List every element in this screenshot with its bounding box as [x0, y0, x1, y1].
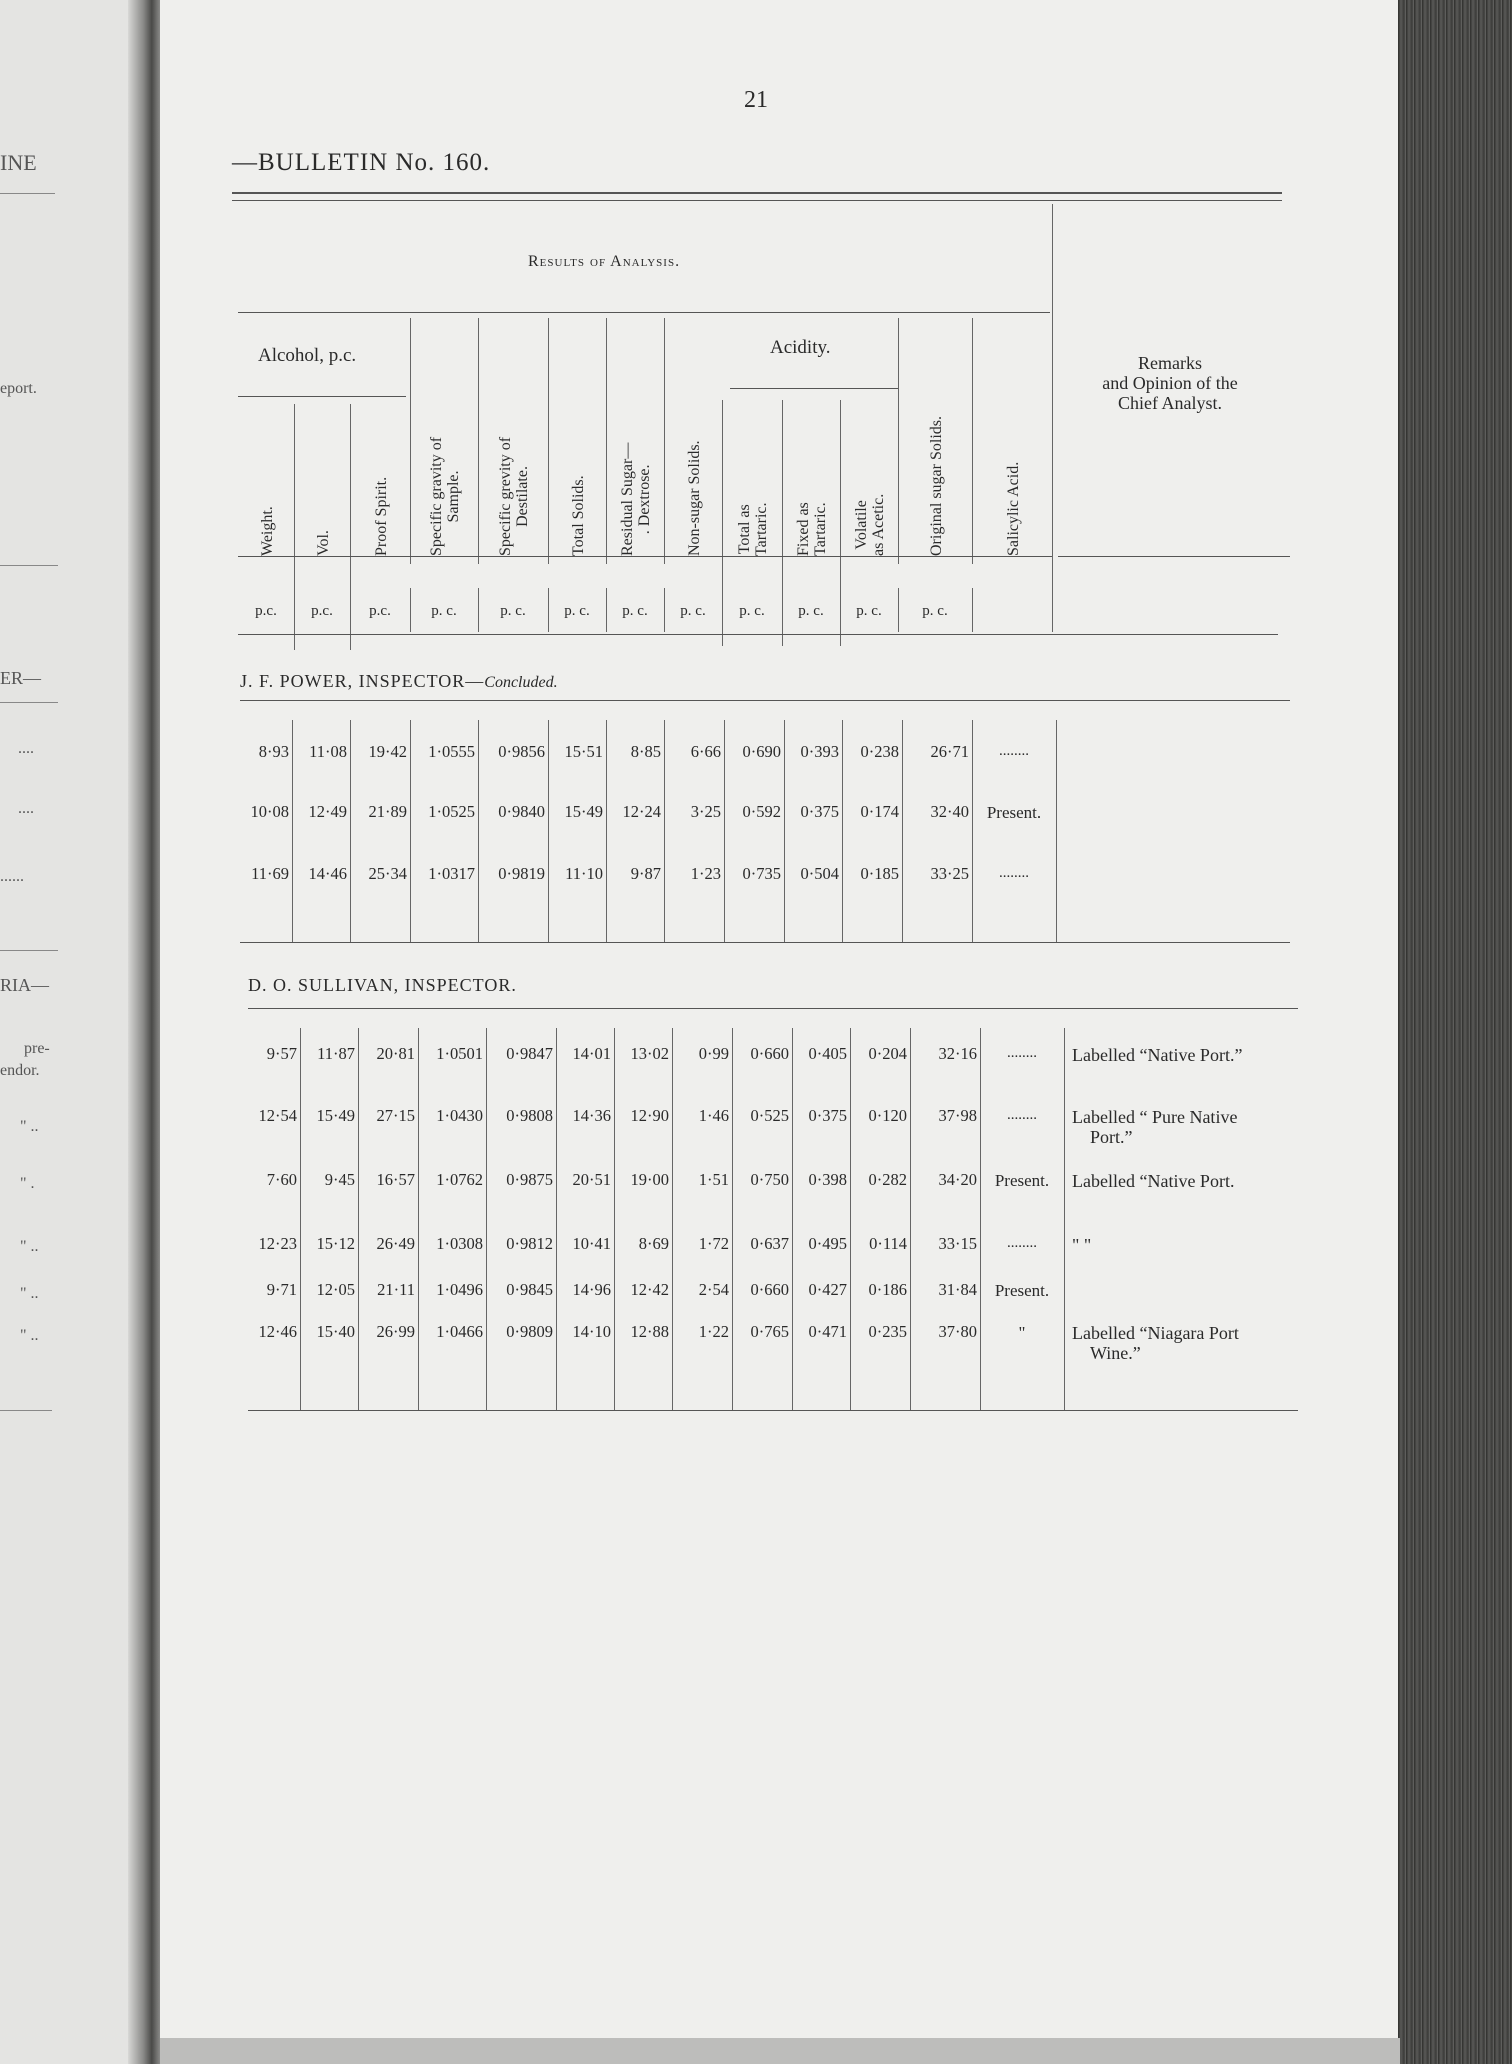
remarks-cell: Port.”	[1090, 1127, 1133, 1147]
data-cell: 26·49	[376, 1234, 415, 1253]
column-header-fixed-tartaric: Fixed as Tartaric.	[795, 502, 829, 556]
results-title: Results of Analysis.	[528, 253, 681, 270]
data-cell: 15·49	[564, 802, 603, 821]
data-cell: 12·23	[258, 1234, 297, 1253]
left-page-fragment: ....	[18, 740, 34, 757]
unit-label: p. c.	[622, 603, 648, 619]
data-cell: 19·00	[630, 1170, 669, 1189]
left-page-rule	[0, 950, 58, 951]
data-cell: 21·11	[377, 1280, 415, 1299]
data-cell: 0·99	[698, 1044, 729, 1063]
header-column-rule	[972, 318, 973, 564]
data-cell: 12·24	[622, 802, 661, 821]
data-cell: 0·375	[800, 802, 839, 821]
remarks-column-rule	[1064, 1028, 1065, 1410]
data-cell: 12·05	[316, 1280, 355, 1299]
data-cell: 20·81	[376, 1044, 415, 1063]
data-cell: 0·660	[750, 1280, 789, 1299]
remarks-header-line: Remarks	[1138, 353, 1202, 373]
data-cell: 15·40	[316, 1322, 355, 1341]
data-cell: 33·15	[938, 1234, 977, 1253]
data-cell: 1·51	[698, 1170, 729, 1189]
data-cell: 0·9840	[498, 802, 545, 821]
units-bottom-rule	[238, 634, 1278, 635]
column-header-proof: Proof Spirit.	[372, 476, 390, 556]
remarks-header-line: Chief Analyst.	[1118, 393, 1222, 413]
data-column-rule	[358, 1028, 359, 1410]
data-cell: 0·9845	[506, 1280, 553, 1299]
data-cell: 0·9875	[506, 1170, 553, 1189]
data-column-rule	[672, 1028, 673, 1410]
data-cell: 0·282	[868, 1170, 907, 1189]
salicylic-cell: ........	[999, 865, 1029, 881]
left-page-rule	[0, 193, 55, 194]
data-cell: 2·54	[698, 1280, 729, 1299]
data-column-rule	[556, 1028, 557, 1410]
unit-label: p. c.	[680, 603, 706, 619]
data-cell: 0·393	[800, 742, 839, 761]
data-column-rule	[850, 1028, 851, 1410]
data-cell: 15·51	[564, 742, 603, 761]
data-cell: 0·9812	[506, 1234, 553, 1253]
column-header-sg-sample: Specific gravity of Sample.	[428, 436, 462, 556]
data-cell: 0·660	[750, 1044, 789, 1063]
data-column-rule	[980, 1028, 981, 1410]
alcohol-group-header: Alcohol, p.c.	[258, 345, 357, 366]
units-column-rule	[410, 588, 411, 632]
section-title: D. O. SULLIVAN, INSPECTOR.	[248, 975, 517, 995]
column-header-volatile-acetic: Volatile as Acetic.	[853, 493, 887, 556]
data-cell: 1·0555	[428, 742, 475, 761]
data-cell: 34·20	[938, 1170, 977, 1189]
column-header-total-tartaric: Total as Tartaric.	[736, 502, 770, 556]
data-column-rule	[486, 1028, 487, 1410]
left-page-rule	[0, 702, 58, 703]
data-cell: 0·204	[868, 1044, 907, 1063]
data-cell: 12·42	[630, 1280, 669, 1299]
units-column-rule	[1052, 588, 1053, 632]
data-cell: 1·72	[698, 1234, 729, 1253]
data-cell: 1·0496	[436, 1280, 483, 1299]
data-cell: 15·12	[316, 1234, 355, 1253]
data-cell: 27·15	[376, 1106, 415, 1125]
data-cell: 9·57	[266, 1044, 297, 1063]
acidity-group-header: Acidity.	[770, 337, 831, 358]
data-cell: 0·398	[808, 1170, 847, 1189]
remarks-cell: Wine.”	[1090, 1343, 1141, 1363]
data-cell: 0·238	[860, 742, 899, 761]
left-page-fragment: INE	[0, 150, 37, 175]
data-cell: 8·85	[630, 742, 661, 761]
section-title: J. F. POWER, INSPECTOR—Concluded.	[240, 671, 558, 691]
units-column-rule	[840, 588, 841, 632]
data-cell: 32·16	[938, 1044, 977, 1063]
data-cell: 21·89	[368, 802, 407, 821]
alcohol-rule	[238, 396, 406, 397]
data-cell: 0·525	[750, 1106, 789, 1125]
data-cell: 12·90	[630, 1106, 669, 1125]
data-cell: 8·69	[638, 1234, 669, 1253]
header-column-rule	[548, 318, 549, 564]
data-cell: 19·42	[368, 742, 407, 761]
data-cell: 1·22	[698, 1322, 729, 1341]
data-cell: 11·87	[317, 1044, 355, 1063]
column-header-sg-dest: Specific grevity of Destilate.	[497, 436, 531, 556]
data-cell: 0·185	[860, 864, 899, 883]
data-cell: 0·637	[750, 1234, 789, 1253]
data-cell: 14·96	[572, 1280, 611, 1299]
data-cell: 0·9847	[506, 1044, 553, 1063]
remarks-cell: Labelled “Native Port.”	[1072, 1045, 1243, 1065]
data-cell: 11·69	[251, 864, 289, 883]
remarks-column-rule	[1056, 720, 1057, 942]
left-page-fragment: ....	[18, 800, 34, 817]
page-number: 21	[744, 87, 768, 113]
data-cell: 6·66	[690, 742, 721, 761]
units-column-rule	[664, 588, 665, 632]
data-cell: 9·45	[324, 1170, 355, 1189]
data-cell: 0·174	[860, 802, 899, 821]
section-rule	[240, 700, 1290, 701]
salicylic-cell: Present.	[986, 803, 1042, 822]
section-bottom-rule	[248, 1410, 1298, 1411]
unit-label: p. c.	[739, 603, 765, 619]
data-cell: 0·495	[808, 1234, 847, 1253]
units-column-rule	[606, 588, 607, 632]
data-cell: 15·49	[316, 1106, 355, 1125]
data-cell: 1·0317	[428, 864, 475, 883]
data-cell: 1·0501	[436, 1044, 483, 1063]
data-cell: 31·84	[938, 1280, 977, 1299]
data-cell: 0·120	[868, 1106, 907, 1125]
data-cell: 0·471	[808, 1322, 847, 1341]
data-cell: 8·93	[258, 742, 289, 761]
remarks-cell: " "	[1072, 1235, 1092, 1255]
data-cell: 25·34	[368, 864, 407, 883]
units-column-rule	[972, 588, 973, 632]
remarks-divider	[1052, 204, 1053, 632]
left-page-fragment: ER—	[0, 668, 42, 688]
salicylic-cell: ........	[999, 743, 1029, 759]
data-cell: 1·0762	[436, 1170, 483, 1189]
left-page-fragment: " ..	[20, 1327, 39, 1344]
data-column-rule	[614, 1028, 615, 1410]
data-cell: 12·46	[258, 1322, 297, 1341]
left-page-fragment: ......	[0, 868, 24, 885]
data-cell: 14·36	[572, 1106, 611, 1125]
data-cell: 11·08	[309, 742, 347, 761]
data-cell: 9·71	[266, 1280, 297, 1299]
remarks-cell: Labelled “Niagara Port	[1072, 1323, 1239, 1343]
unit-label: p. c.	[922, 603, 948, 619]
data-cell: 11·10	[565, 864, 603, 883]
data-column-rule	[418, 1028, 419, 1410]
unit-label: p. c.	[431, 603, 457, 619]
left-page-fragment: " ..	[20, 1238, 39, 1255]
unit-label: p. c.	[564, 603, 590, 619]
units-column-rule	[548, 588, 549, 632]
column-header-weight: Weight.	[258, 506, 276, 556]
unit-label: p.c.	[311, 603, 333, 619]
data-cell: 1·46	[698, 1106, 729, 1125]
data-cell: 1·0430	[436, 1106, 483, 1125]
left-page-fragment: RIA—	[0, 975, 49, 995]
data-cell: 33·25	[930, 864, 969, 883]
column-header-non-sugar: Non-sugar Solids.	[685, 440, 703, 556]
data-cell: 37·80	[938, 1322, 977, 1341]
salicylic-cell: ........	[1007, 1235, 1037, 1251]
data-cell: 16·57	[376, 1170, 415, 1189]
data-cell: 0·735	[742, 864, 781, 883]
units-column-rule	[478, 588, 479, 632]
data-cell: 7·60	[266, 1170, 297, 1189]
unit-label: p. c.	[856, 603, 882, 619]
units-column-rule	[898, 588, 899, 632]
unit-label: p.c.	[255, 603, 277, 619]
data-cell: 13·02	[630, 1044, 669, 1063]
data-cell: 0·9808	[506, 1106, 553, 1125]
salicylic-cell: ........	[1007, 1107, 1037, 1123]
column-header-vol: Vol.	[314, 530, 332, 556]
salicylic-cell: Present.	[994, 1171, 1050, 1190]
data-cell: 20·51	[572, 1170, 611, 1189]
remarks-cell: Labelled “Native Port.	[1072, 1171, 1235, 1191]
data-cell: 1·23	[690, 864, 721, 883]
left-page-rule	[0, 1410, 52, 1411]
unit-label: p. c.	[500, 603, 526, 619]
top-rule	[232, 192, 1282, 194]
header-column-rule	[478, 318, 479, 564]
unit-label: p.c.	[369, 603, 391, 619]
units-column-rule	[782, 588, 783, 632]
acidity-rule	[730, 388, 898, 389]
data-cell: 0·375	[808, 1106, 847, 1125]
data-cell: 12·49	[308, 802, 347, 821]
left-page-fragment: " ..	[20, 1285, 39, 1302]
data-cell: 1·0466	[436, 1322, 483, 1341]
data-cell: 0·592	[742, 802, 781, 821]
salicylic-cell: ........	[1007, 1045, 1037, 1061]
salicylic-rule	[978, 556, 1048, 557]
units-column-rule	[350, 588, 351, 632]
data-cell: 32·40	[930, 802, 969, 821]
data-cell: 0·9809	[506, 1322, 553, 1341]
data-cell: 0·750	[750, 1170, 789, 1189]
left-page-fragment: " ..	[20, 1118, 39, 1135]
data-cell: 14·01	[572, 1044, 611, 1063]
header-column-rule	[606, 318, 607, 564]
data-cell: 0·427	[808, 1280, 847, 1299]
left-page-fragment: pre-	[24, 1040, 50, 1057]
data-cell: 0·765	[750, 1322, 789, 1341]
data-cell: 3·25	[690, 802, 721, 821]
remarks-header-rule	[1058, 556, 1290, 557]
data-cell: 37·98	[938, 1106, 977, 1125]
left-page-rule	[0, 565, 58, 566]
data-cell: 0·9856	[498, 742, 545, 761]
data-cell: 0·235	[868, 1322, 907, 1341]
data-cell: 0·114	[869, 1234, 907, 1253]
data-cell: 14·10	[572, 1322, 611, 1341]
remarks-cell: Labelled “ Pure Native	[1072, 1107, 1238, 1127]
units-column-rule	[722, 588, 723, 632]
data-cell: 26·71	[930, 742, 969, 761]
column-header-salicylic: Salicylic Acid.	[1004, 461, 1022, 556]
column-header-original-sugar: Original sugar Solids.	[927, 416, 945, 556]
unit-label: p. c.	[798, 603, 824, 619]
salicylic-cell: "	[1018, 1323, 1026, 1342]
data-column-rule	[792, 1028, 793, 1410]
header-column-rule	[898, 318, 899, 564]
top-rule-2	[232, 200, 1282, 201]
salicylic-cell: Present.	[994, 1281, 1050, 1300]
data-cell: 0·186	[868, 1280, 907, 1299]
left-page-fragment: eport.	[0, 380, 37, 397]
bulletin-title: —BULLETIN No. 160.	[232, 149, 491, 176]
data-cell: 14·46	[308, 864, 347, 883]
header-bottom-rule	[238, 556, 1052, 557]
data-column-rule	[910, 1028, 911, 1410]
section-rule	[248, 1008, 1298, 1009]
section-bottom-rule	[240, 942, 1290, 943]
data-cell: 0·405	[808, 1044, 847, 1063]
left-page-fragment: endor.	[0, 1062, 40, 1079]
data-column-rule	[300, 1028, 301, 1410]
remarks-header-line: and Opinion of the	[1102, 373, 1238, 393]
data-cell: 9·87	[630, 864, 661, 883]
data-cell: 12·88	[630, 1322, 669, 1341]
data-cell: 1·0525	[428, 802, 475, 821]
data-cell: 1·0308	[436, 1234, 483, 1253]
column-header-residual-sugar: Residual Sugar— . Dextrose.	[619, 442, 653, 556]
header-column-rule	[664, 318, 665, 564]
data-cell: 0·9819	[498, 864, 545, 883]
units-column-rule	[294, 588, 295, 632]
column-header-total-solids: Total Solids.	[569, 475, 587, 556]
data-cell: 26·99	[376, 1322, 415, 1341]
results-rule	[238, 312, 1050, 313]
data-cell: 12·54	[258, 1106, 297, 1125]
data-cell: 10·08	[250, 802, 289, 821]
data-cell: 10·41	[572, 1234, 611, 1253]
data-column-rule	[732, 1028, 733, 1410]
left-page-fragment: " .	[20, 1175, 35, 1192]
data-cell: 0·690	[742, 742, 781, 761]
header-column-rule	[410, 318, 411, 564]
data-cell: 0·504	[800, 864, 839, 883]
